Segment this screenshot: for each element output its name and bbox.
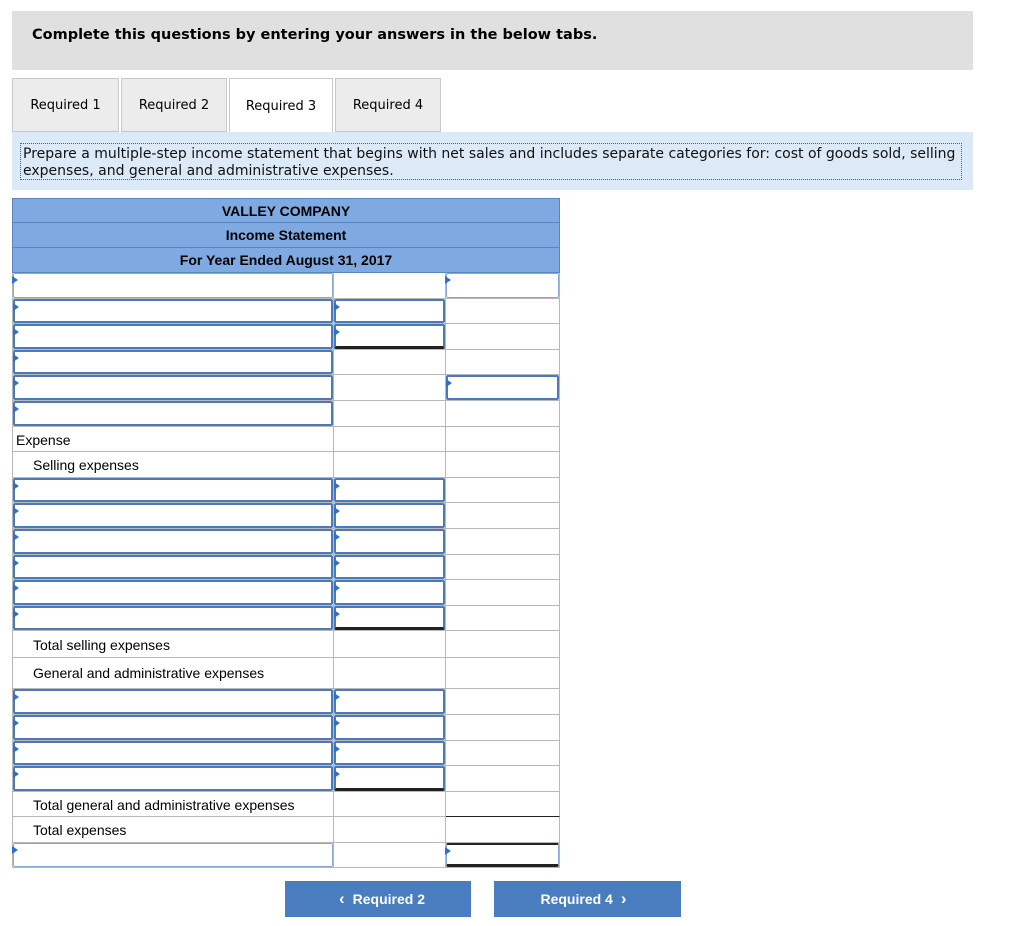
- amount-input[interactable]: [334, 715, 445, 740]
- account-select[interactable]: [13, 350, 333, 375]
- table-row: [12, 580, 560, 606]
- instructions-text: Prepare a multiple-step income statement that begins with net sales and includes separate categories for: cost of goods sold, selling expenses, and general and administrative expenses.: [20, 143, 962, 180]
- chevron-left-icon: ‹: [338, 889, 345, 908]
- table-row: [12, 817, 560, 843]
- account-select[interactable]: [13, 529, 333, 554]
- chevron-right-icon: ›: [620, 889, 627, 908]
- instructions-panel: [12, 132, 973, 190]
- table-row: [12, 631, 560, 658]
- amount-input[interactable]: [334, 580, 445, 605]
- amount-input[interactable]: [334, 741, 445, 766]
- company-name: VALLEY COMPANY: [12, 198, 560, 223]
- tab-required-3[interactable]: Required 3: [229, 78, 333, 134]
- table-row: [12, 529, 560, 555]
- total-selling-label: Total selling expenses: [33, 637, 170, 654]
- table-row: [12, 792, 560, 818]
- table-row: [12, 401, 560, 427]
- gen-admin-label: General and administrative expenses: [33, 665, 265, 682]
- amount-input[interactable]: [446, 375, 559, 400]
- selling-expenses-label: Selling expenses: [33, 457, 139, 474]
- account-select[interactable]: [13, 580, 333, 605]
- tab-required-2[interactable]: Required 2: [121, 78, 227, 132]
- amount-input[interactable]: [334, 766, 445, 791]
- header-box: [12, 11, 973, 70]
- account-select[interactable]: [13, 478, 333, 503]
- prev-required-button[interactable]: [285, 881, 471, 917]
- amount-input[interactable]: [334, 503, 445, 528]
- account-select[interactable]: [13, 715, 333, 740]
- account-select[interactable]: [13, 606, 333, 631]
- amount-input[interactable]: [334, 324, 445, 349]
- table-row: [12, 350, 560, 376]
- tab-required-4[interactable]: Required 4: [335, 78, 441, 132]
- table-row: [12, 427, 560, 453]
- table-row: [12, 299, 560, 325]
- table-row: [12, 658, 560, 689]
- statement-name: Income Statement: [12, 223, 560, 248]
- account-select[interactable]: [13, 401, 333, 426]
- amount-input[interactable]: [446, 843, 559, 868]
- amount-input[interactable]: [334, 606, 445, 631]
- table-row: [12, 741, 560, 767]
- table-row: [12, 452, 560, 478]
- statement-period: For Year Ended August 31, 2017: [12, 248, 560, 273]
- table-row: [12, 273, 560, 299]
- table-row: [12, 766, 560, 792]
- amount-input[interactable]: [334, 529, 445, 554]
- amount-input[interactable]: [334, 555, 445, 580]
- account-select[interactable]: [13, 503, 333, 528]
- table-row: [12, 375, 560, 401]
- total-expenses-label: Total expenses: [33, 822, 127, 839]
- table-row: [12, 503, 560, 529]
- amount-input[interactable]: [334, 478, 445, 503]
- prev-button-label: Required 2: [352, 891, 426, 907]
- table-row: [12, 843, 560, 869]
- account-select[interactable]: [13, 375, 333, 400]
- account-select[interactable]: [13, 324, 333, 349]
- table-row: [12, 555, 560, 581]
- amount-input[interactable]: [334, 689, 445, 714]
- total-gen-admin-label: Total general and administrative expenses: [33, 796, 295, 813]
- table-row: [12, 324, 560, 350]
- amount-input[interactable]: [446, 273, 559, 298]
- account-select[interactable]: [13, 689, 333, 714]
- table-row: [12, 689, 560, 715]
- tab-required-1[interactable]: Required 1: [12, 78, 119, 132]
- income-statement-table: [12, 198, 560, 868]
- account-select[interactable]: [13, 766, 333, 791]
- table-row: [12, 478, 560, 504]
- table-row: [12, 715, 560, 741]
- table-row: [12, 606, 560, 632]
- amount-input[interactable]: [334, 299, 445, 324]
- header-title: Complete this questions by entering your answers in the below tabs.: [32, 27, 598, 43]
- account-select[interactable]: [13, 555, 333, 580]
- account-select[interactable]: [13, 843, 333, 868]
- account-select[interactable]: [13, 741, 333, 766]
- expense-label: Expense: [16, 431, 71, 448]
- account-select[interactable]: [13, 299, 333, 324]
- account-select[interactable]: [13, 273, 333, 298]
- next-required-button[interactable]: [494, 881, 681, 917]
- next-button-label: Required 4: [540, 891, 613, 907]
